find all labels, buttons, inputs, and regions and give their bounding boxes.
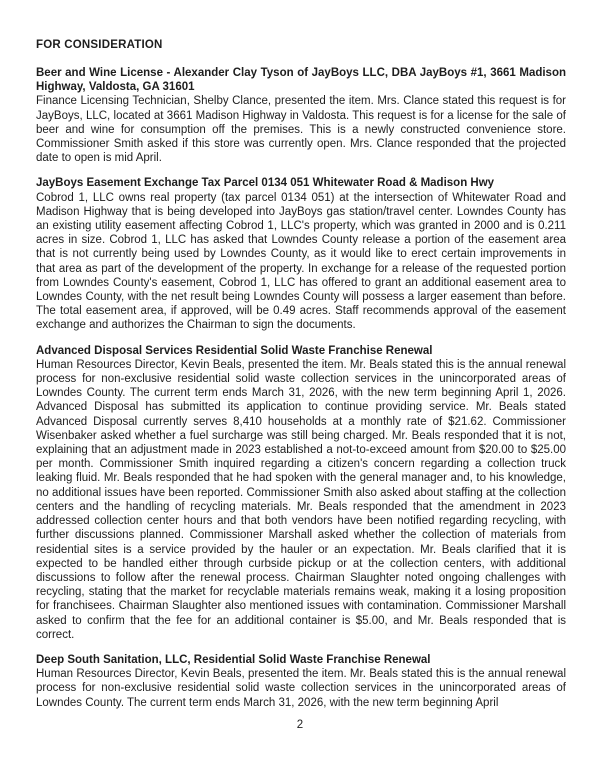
section-body: Finance Licensing Technician, Shelby Clance, presented the item. Mrs. Clance stated this request is for JayBoys, LLC, located at 3661 Madison Highway in Valdosta. This request is for a license for the sale of beer and wine for consumption off the premises. This is a newly constructed convenience store. Commissioner Smith asked if this store was currently open. Mrs. Clance responded that the projected date to open is mid April. bbox=[36, 95, 566, 165]
document-section-header: FOR CONSIDERATION bbox=[36, 39, 163, 51]
section-body: Human Resources Director, Kevin Beals, presented the item. Mr. Beals stated this is the annual renewal process for non-exclusive residential solid waste collection services in the unincorporated areas of Lowndes County. The current term ends March 31, 2026, with the new term beginning April bbox=[36, 668, 566, 709]
section-body: Cobrod 1, LLC owns real property (tax parcel 0134 051) at the intersection of Whitewater Road and Madison Highway that is being developed into JayBoys gas station/travel center. Lowndes County has an existing utility easement affecting Cobrod 1, LLC's property, which was granted in 2000 and is 0.211 acres in size. Cobrod 1, LLC has asked that Lowndes County release a portion of the easement area that is not currently being used by Lowndes County, as it would like to erect certain improvements in that area as part of the development of the property. In exchange for a release of the requested portion from Lowndes County's easement, Cobrod 1, LLC has offered to grant an additional easement area to Lowndes County, with the net result being Lowndes County will possess a larger easement than before. The total easement area, if approved, will be 0.49 acres. Staff recommends approval of the easement exchange and authorizes the Chairman to sign the documents. bbox=[36, 191, 566, 332]
section-heading: Beer and Wine License - Alexander Clay Tyson of JayBoys LLC, DBA JayBoys #1, 3661 Madison Highway, Valdosta, GA 31601 bbox=[36, 67, 566, 94]
page-number: 2 bbox=[296, 719, 304, 731]
agenda-item-deep-south-sanitation-renewal bbox=[36, 653, 566, 710]
agenda-item-easement-exchange bbox=[36, 176, 566, 332]
section-body: Human Resources Director, Kevin Beals, presented the item. Mr. Beals stated this is the annual renewal process for non-exclusive residential solid waste collection services in the unincorporated areas of Lowndes County. The current term ends March 31, 2026, with the new term beginning April 1, 2026. Advanced Disposal has submitted its application to continue providing service. Mr. Beals stated Advanced Disposal currently serves 8,410 households at a monthly rate of $21.62. Commissioner Wisenbaker asked whether a fuel surcharge was still being charged. Mr. Beals responded that it is not, explaining that an adjustment made in 2023 established a not-to-exceed amount from $20.00 to $25.00 per month. Commissioner Smith inquired regarding a citizen's concern regarding a collection truck leaking fluid. Mr. Beals responded that he had spoken with the general manager and, to his knowledge, no additional issues have been reported. Commissioner Smith also asked about staffing at the collection centers and the handling of recycling materials. Mr. Beals responded that the amendment in 2023 addressed collection center hours and that both vendors have been notified regarding recycling, with further discussions planned. Commissioner Marshall asked whether the collection of materials from residential sites is a service provided by the hauler or an expectation. Mr. Beals clarified that it is expected to be handled either through curbside pickup or at the collection centers, with additional discussions to follow after the renewal process. Chairman Slaughter noted ongoing challenges with recycling, stating that the market for recyclable materials remains weak, making it a losing proposition for franchisees. Chairman Slaughter also mentioned issues with contamination. Commissioner Marshall asked to confirm that the fee for an additional container is $5.00, and Mr. Beals responded that is correct. bbox=[36, 358, 566, 641]
agenda-item-advanced-disposal-renewal bbox=[36, 344, 566, 642]
section-heading: Deep South Sanitation, LLC, Residential Solid Waste Franchise Renewal bbox=[36, 653, 431, 666]
agenda-item-beer-wine-license bbox=[36, 66, 566, 165]
section-heading: Advanced Disposal Services Residential Solid Waste Franchise Renewal bbox=[36, 344, 433, 357]
section-heading: JayBoys Easement Exchange Tax Parcel 0134 051 Whitewater Road & Madison Hwy bbox=[36, 177, 495, 190]
